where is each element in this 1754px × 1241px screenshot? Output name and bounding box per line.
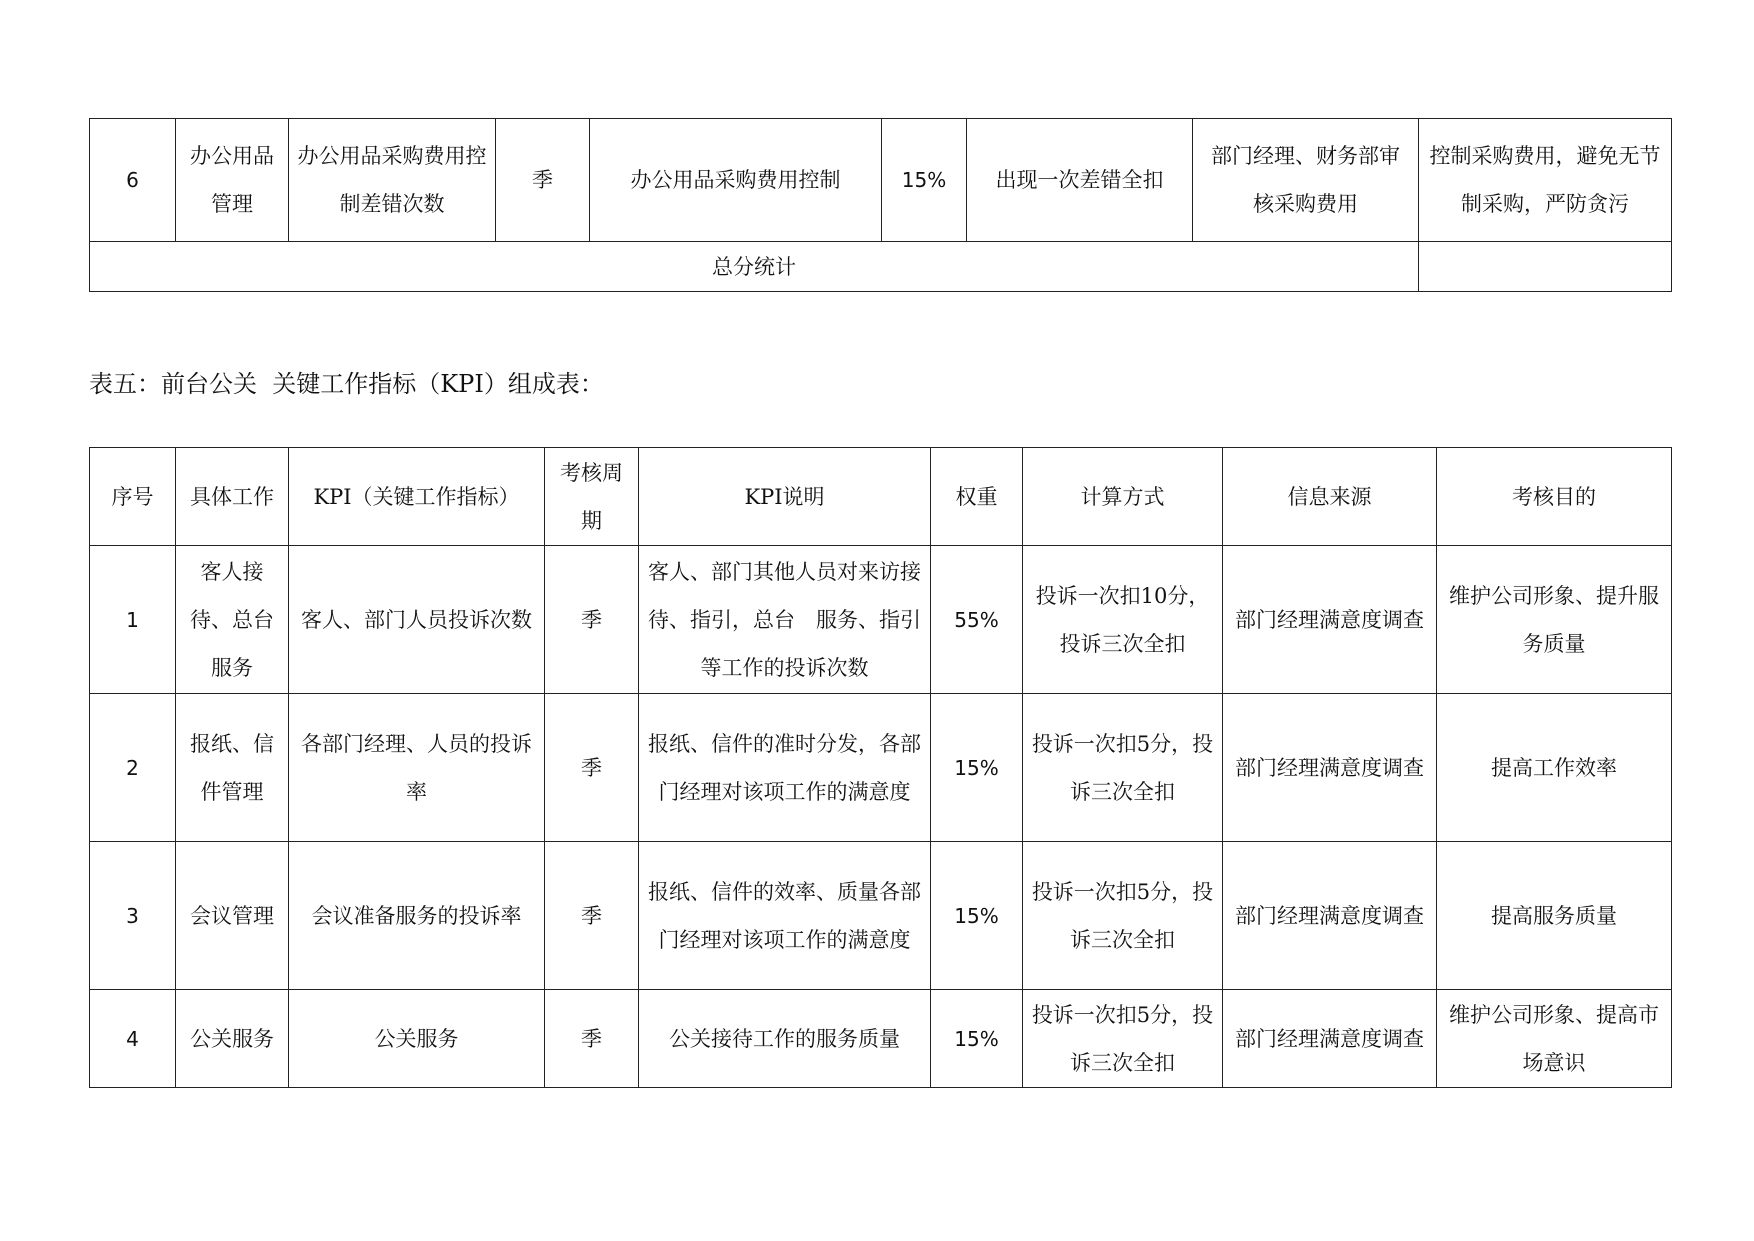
calculation-cell: 投诉一次扣10分，投诉三次全扣 (1023, 546, 1223, 694)
calculation-cell: 投诉一次扣5分，投诉三次全扣 (1023, 694, 1223, 842)
weight-cell: 15% (931, 694, 1023, 842)
table-row (90, 694, 1672, 842)
work-cell: 客人接待、总台 服务 (176, 546, 289, 694)
source-cell: 部门经理、财务部审核采购费用 (1193, 119, 1419, 242)
kpi-cell: 各部门经理、人员的投诉率 (289, 694, 545, 842)
header-row (90, 448, 1672, 546)
weight-cell: 15% (931, 990, 1023, 1088)
source-cell: 部门经理满意度调查 (1223, 842, 1437, 990)
kpi-description-cell: 办公用品采购费用控制 (590, 119, 882, 242)
total-value (1419, 242, 1672, 292)
kpi-description-cell: 报纸、信件的效率、质量各部门经理对该项工作的满意度 (639, 842, 931, 990)
weight-cell: 55% (931, 546, 1023, 694)
purpose-cell: 维护公司形象、提高市场意识 (1437, 990, 1672, 1088)
header-desc: KPI说明 (639, 448, 931, 546)
purpose-cell: 维护公司形象、提升服务质量 (1437, 546, 1672, 694)
purpose-cell: 控制采购费用，避免无节制采购，严防贪污 (1419, 119, 1672, 242)
work-cell: 报纸、信件管理 (176, 694, 289, 842)
kpi-cell: 会议准备服务的投诉率 (289, 842, 545, 990)
kpi-description-cell: 客人、部门其他人员对来访接待、指引，总台 服务、指引等工作的投诉次数 (639, 546, 931, 694)
period-cell: 季 (545, 990, 639, 1088)
period-cell: 季 (545, 842, 639, 990)
table-row (90, 119, 1672, 242)
table-row (90, 990, 1672, 1088)
work-cell: 公关服务 (176, 990, 289, 1088)
header-calc: 计算方式 (1023, 448, 1223, 546)
purpose-cell: 提高服务质量 (1437, 842, 1672, 990)
table-caption: 表五：前台公关 关键工作指标（KPI）组成表： (89, 370, 604, 398)
work-cell: 会议管理 (176, 842, 289, 990)
header-weight: 权重 (931, 448, 1023, 546)
total-row (90, 242, 1672, 292)
kpi-cell: 公关服务 (289, 990, 545, 1088)
kpi-table-continued (89, 118, 1672, 292)
row-number: 6 (90, 119, 176, 242)
header-source: 信息来源 (1223, 448, 1437, 546)
row-number: 3 (90, 842, 176, 990)
calculation-cell: 出现一次差错全扣 (967, 119, 1193, 242)
header-period: 考核周期 (545, 448, 639, 546)
kpi-table (89, 447, 1672, 1088)
header-kpi: KPI（关键工作指标） (289, 448, 545, 546)
source-cell: 部门经理满意度调查 (1223, 990, 1437, 1088)
period-cell: 季 (496, 119, 590, 242)
header-work: 具体工作 (176, 448, 289, 546)
weight-cell: 15% (931, 842, 1023, 990)
row-number: 2 (90, 694, 176, 842)
row-number: 4 (90, 990, 176, 1088)
source-cell: 部门经理满意度调查 (1223, 546, 1437, 694)
weight-cell: 15% (882, 119, 967, 242)
total-label: 总分统计 (90, 242, 1419, 292)
calculation-cell: 投诉一次扣5分，投诉三次全扣 (1023, 842, 1223, 990)
kpi-description-cell: 公关接待工作的服务质量 (639, 990, 931, 1088)
kpi-description-cell: 报纸、信件的准时分发，各部门经理对该项工作的满意度 (639, 694, 931, 842)
period-cell: 季 (545, 546, 639, 694)
row-number: 1 (90, 546, 176, 694)
work-cell: 办公用品管理 (176, 119, 289, 242)
source-cell: 部门经理满意度调查 (1223, 694, 1437, 842)
kpi-cell: 客人、部门人员投诉次数 (289, 546, 545, 694)
period-cell: 季 (545, 694, 639, 842)
kpi-cell: 办公用品采购费用控制差错次数 (289, 119, 496, 242)
header-purpose: 考核目的 (1437, 448, 1672, 546)
purpose-cell: 提高工作效率 (1437, 694, 1672, 842)
calculation-cell: 投诉一次扣5分，投诉三次全扣 (1023, 990, 1223, 1088)
table-row (90, 546, 1672, 694)
header-no: 序号 (90, 448, 176, 546)
table-row (90, 842, 1672, 990)
